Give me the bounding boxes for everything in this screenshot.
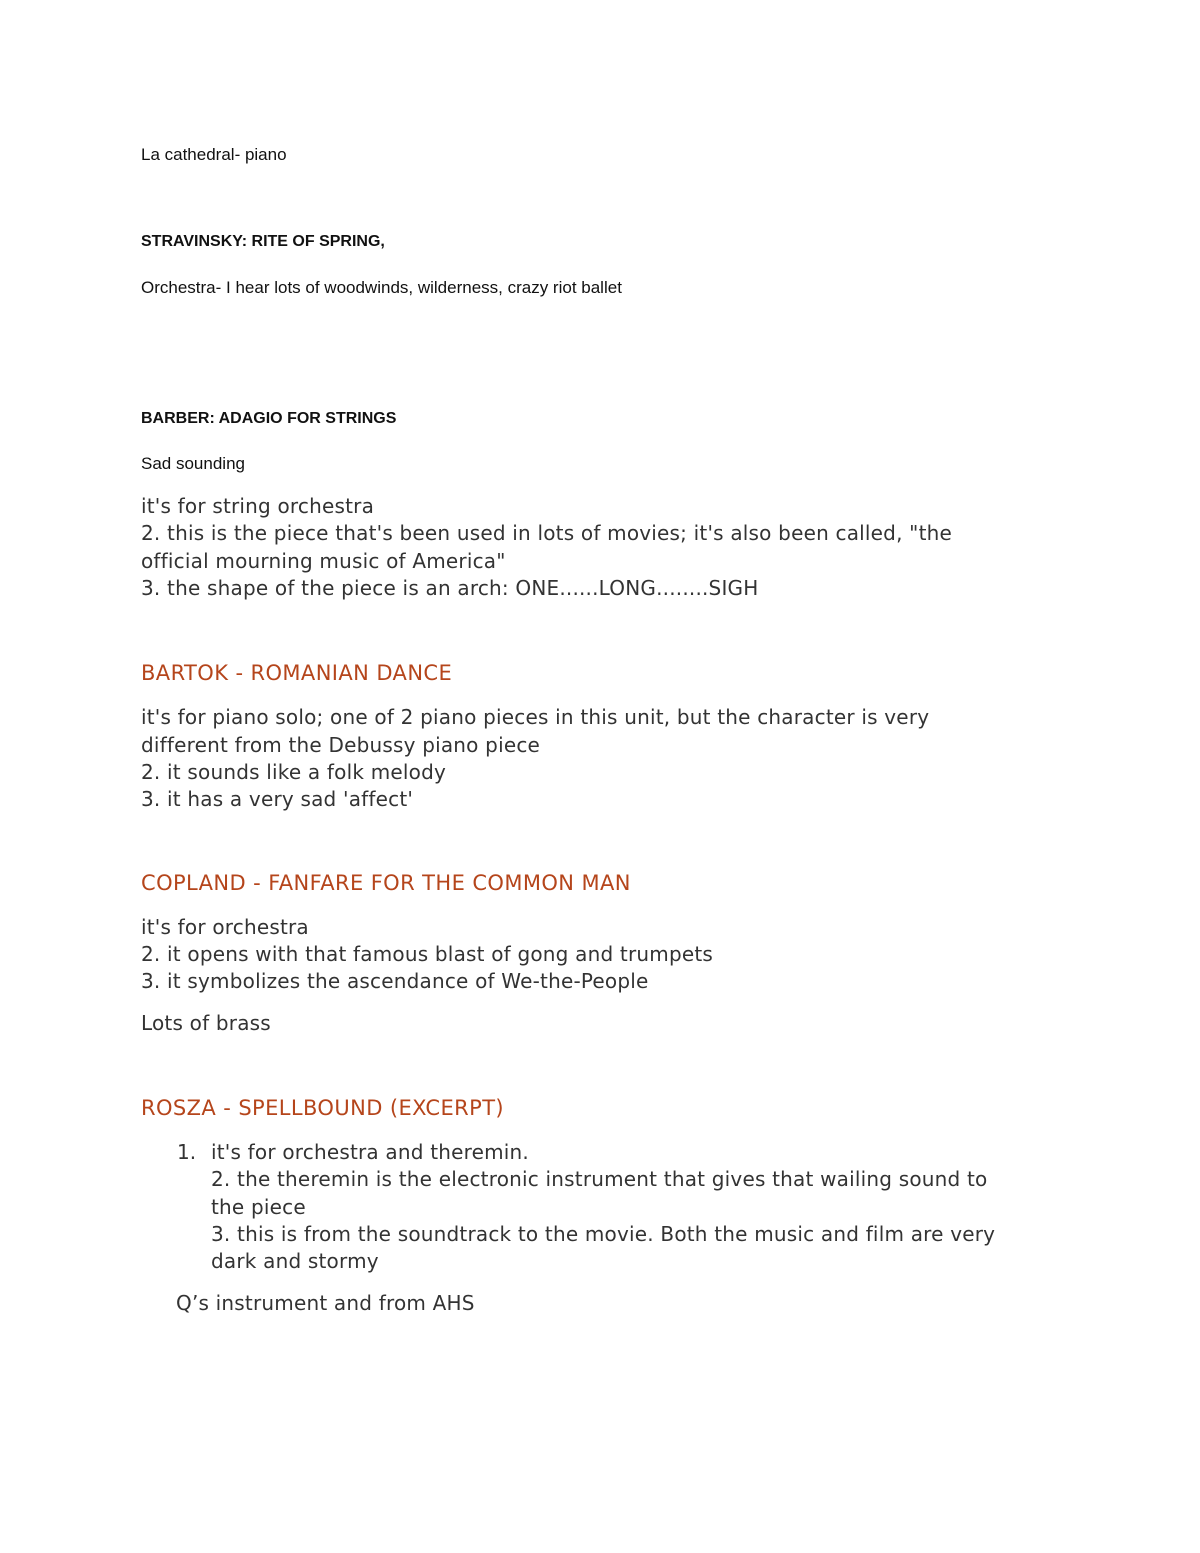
- barber-line: it's for string orchestra: [141, 494, 375, 518]
- bartok-line: it's for piano solo; one of 2 piano pieces in this unit, but the character is very: [141, 705, 930, 729]
- bartok-line: 2. it sounds like a folk melody: [141, 760, 447, 784]
- rosza-line: 2. the theremin is the electronic instrument that gives that wailing sound to: [211, 1167, 988, 1191]
- barber-line: 2. this is the piece that's been used in lots of movies; it's also been called, "the: [141, 521, 953, 545]
- barber-note: Sad sounding: [141, 454, 245, 473]
- rosza-line: 3. this is from the soundtrack to the movie. Both the music and film are very: [211, 1222, 996, 1246]
- copland-line: it's for orchestra: [141, 915, 309, 939]
- barber-line: official mourning music of America": [141, 549, 506, 573]
- copland-line: 3. it symbolizes the ascendance of We-the-People: [141, 969, 649, 993]
- rosza-line: dark and stormy: [211, 1249, 379, 1273]
- rosza-line: it's for orchestra and theremin.: [211, 1140, 529, 1164]
- rosza-line: the piece: [211, 1195, 306, 1219]
- list-number-marker: 1.: [177, 1140, 197, 1164]
- stravinsky-note: Orchestra- I hear lots of woodwinds, wilderness, crazy riot ballet: [141, 278, 622, 297]
- copland-title: COPLAND - FANFARE FOR THE COMMON MAN: [141, 871, 631, 895]
- copland-note: Lots of brass: [141, 1011, 271, 1035]
- barber-title: BARBER: ADAGIO FOR STRINGS: [141, 410, 397, 427]
- bartok-title: BARTOK - ROMANIAN DANCE: [141, 661, 453, 685]
- copland-line: 2. it opens with that famous blast of gong and trumpets: [141, 942, 714, 966]
- bartok-line: 3. it has a very sad 'affect': [141, 787, 414, 811]
- barber-line: 3. the shape of the piece is an arch: ONE......LONG........SIGH: [141, 576, 759, 600]
- stravinsky-title: STRAVINSKY: RITE OF SPRING,: [141, 233, 385, 250]
- debussy-note: La cathedral- piano: [141, 145, 287, 164]
- rosza-note: Q’s instrument and from AHS: [176, 1291, 475, 1315]
- rosza-title: ROSZA - SPELLBOUND (EXCERPT): [141, 1096, 505, 1120]
- bartok-line: different from the Debussy piano piece: [141, 733, 541, 757]
